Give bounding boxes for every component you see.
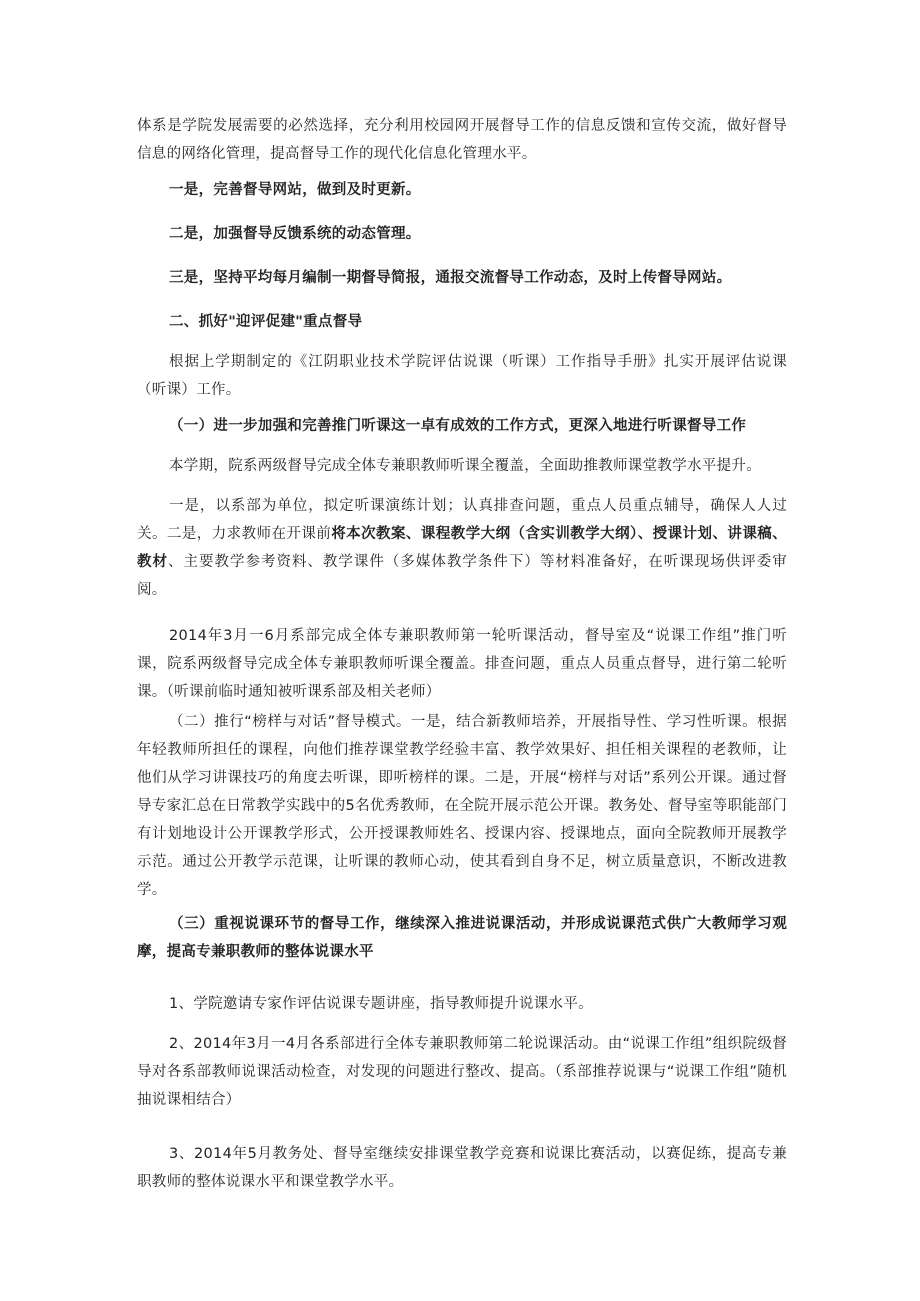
paragraph-4-part-c: 、主要教学参考资料、教学课件（多媒体教学条件下）等材料准备好，在听课现场供评委审阅。 [137,554,788,598]
item-1: 一是，完善督导网站，做到及时更新。 [169,182,421,198]
list-item-2: 2、2014年3月一4月各系部进行全体专兼职教师第二轮说课活动。由“说课工作组”组织院级督导对各系部教师说课活动检查，对发现的问题进行整改、提高。（系部推荐说课与“说课工作组”随机抽说课相结合） [137,1036,787,1108]
heading-section-2: 二、抓好"迎评促建"重点督导 [169,314,363,330]
list-item-1: 1、学院邀请专家作评估说课专题讲座，指导教师提升说课水平。 [169,996,593,1012]
subheading-1: （一）进一步加强和完善推门听课这一卓有成效的工作方式，更深入地进行听课督导工作 [169,418,747,434]
paragraph-4 [137,492,787,604]
paragraph-3: 本学期，院系两级督导完成全体专兼职教师听课全覆盖，全面助推教师课堂教学水平提升。 [169,458,761,474]
item-2: 二是，加强督导反馈系统的动态管理。 [169,226,421,242]
paragraph-4-part-a: 一是，以系部为单位，拟定听课演练计划；认真排查问题，重点人员重点辅导，确保人人过关。二是，力求教师在开课前 [137,498,787,542]
paragraph-6: （二）推行“榜样与对话”督导模式。一是，结合新教师培养，开展指导性、学习性听课。根据年轻教师所担任的课程，向他们推荐课堂教学经验丰富、教学效果好、担任相关课程的老教师，让他们从学习讲课技巧的角度去听课，即听榜样的课。二是，开展“榜样与对话”系列公开课。通过督导专家汇总在日常教学实践中的5名优秀教师，在全院开展示范公开课。教务处、督导室等职能部门有计划地设计公开课教学形式，公开授课教师姓名、授课内容、授课地点，面向全院教师开展教学示范。通过公开教学示范课，让听课的教师心动，使其看到自身不足，树立质量意识，不断改进教学。 [137,714,787,898]
item-3: 三是，坚持平均每月编制一期督导简报，通报交流督导工作动态，及时上传督导网站。 [169,270,732,286]
paragraph-4-bold: 将本次教案、课程教学大纲（含实训教学大纲）、授课计划、讲课稿、教材 [137,526,787,570]
subheading-3: （三）重视说课环节的督导工作，继续深入推进说课活动，并形成说课范式供广大教师学习观摩，提高专兼职教师的整体说课水平 [137,916,787,960]
paragraph-1: 体系是学院发展需要的必然选择，充分利用校园网开展督导工作的信息反馈和宣传交流，做好督导信息的网络化管理，提高督导工作的现代化信息化管理水平。 [137,118,787,162]
paragraph-2: 根据上学期制定的《江阴职业技术学院评估说课（听课）工作指导手册》扎实开展评估说课（听课）工作。 [137,354,787,398]
list-item-3: 3、2014年5月教务处、督导室继续安排课堂教学竞赛和说课比赛活动，以赛促练，提高专兼职教师的整体说课水平和课堂教学水平。 [137,1146,787,1190]
paragraph-5: 2014年3月一6月系部完成全体专兼职教师第一轮听课活动，督导室及“说课工作组”推门听课，院系两级督导完成全体专兼职教师听课全覆盖。排查问题，重点人员重点督导，进行第二轮听课。（听课前临时通知被听课系部及相关老师） [137,628,787,700]
